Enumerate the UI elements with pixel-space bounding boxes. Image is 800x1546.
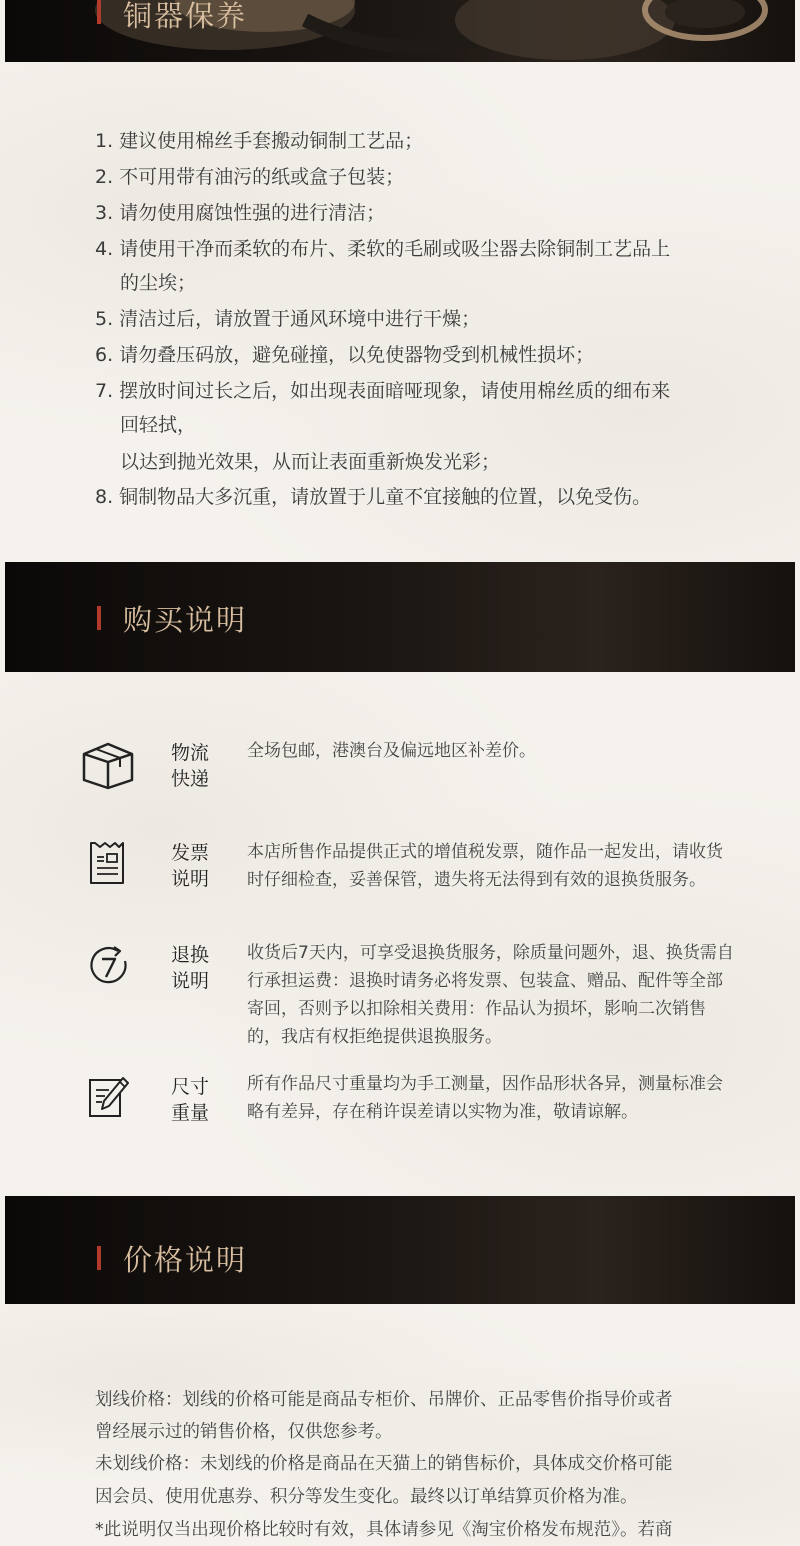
care-line: 4. 请使用干净而柔软的布片、柔软的毛刷或吸尘器去除铜制工艺品上: [95, 238, 671, 260]
box-icon: [80, 740, 136, 790]
edit-note-icon: [87, 1074, 131, 1120]
size-weight-label: [171, 1074, 217, 1126]
return-label-line-1: 退换: [171, 944, 210, 966]
care-line: 1. 建议使用棉丝手套搬动铜制工艺品；: [95, 130, 424, 152]
invoice-label: [171, 840, 217, 892]
logistics-label-line-2: 快递: [171, 768, 210, 790]
size-weight-label-line-2: 重量: [171, 1102, 210, 1124]
care-line: 回轻拭，: [120, 414, 197, 436]
logistics-text: 全场包邮，港澳台及偏远地区补差价。: [247, 741, 536, 761]
care-line: 3. 请勿使用腐蚀性强的进行清洁；: [95, 202, 386, 224]
care-line: 5. 清洁过后，请放置于通风环境中进行干燥；: [95, 308, 481, 330]
price-line: 未划线价格：未划线的价格是商品在天猫上的销售标价，具体成交价格可能: [95, 1454, 673, 1474]
price-line: 曾经展示过的销售价格，仅供您参考。: [95, 1422, 393, 1442]
care-line: 的尘埃；: [120, 272, 197, 294]
size-weight-label-line-1: 尺寸: [171, 1076, 210, 1098]
price-banner: [5, 1196, 795, 1304]
return-label: [171, 942, 217, 994]
price-section-title: 价格说明: [123, 1243, 248, 1277]
invoice-label-line-1: 发票: [171, 842, 210, 864]
care-line: 7. 摆放时间过长之后，如出现表面暗哑现象，请使用棉丝质的细布来: [95, 380, 671, 402]
purchase-banner: [5, 562, 795, 672]
invoice-label-line-2: 说明: [171, 868, 210, 890]
price-line: *此说明仅当出现价格比较时有效，具体请参见《淘宝价格发布规范》。若商: [95, 1520, 673, 1540]
care-line: 以达到抛光效果，从而让表面重新焕发光彩；: [120, 451, 501, 473]
title-accent-bar: [97, 1246, 101, 1270]
care-line: 6. 请勿叠压码放，避免碰撞，以免使器物受到机械性损坏；: [95, 344, 595, 366]
return-label-line-2: 说明: [171, 970, 210, 992]
care-line: 8. 铜制物品大多沉重，请放置于儿童不宜接触的位置，以免受伤。: [95, 486, 652, 508]
size-weight-text: 所有作品尺寸重量均为手工测量，因作品形状各异，测量标准会略有差异，存在稍许误差请以实物为准，敬请谅解。: [247, 1074, 723, 1122]
seven-day-return-icon: [88, 945, 130, 987]
return-text: 收货后7天内，可享受退换货服务，除质量问题外，退、换货需自行承担运费：退换时请务必将发票、包装盒、赠品、配件等全部寄回，否则予以扣除相关费用：作品认为损坏，影响二次销售的，我店有权拒绝提供退换服务。: [247, 943, 734, 1047]
invoice-icon: [87, 840, 127, 886]
purchase-section-title: 购买说明: [123, 603, 248, 637]
care-line: 2. 不可用带有油污的纸或盒子包装；: [95, 166, 405, 188]
logistics-label-line-1: 物流: [171, 742, 210, 764]
care-banner: [5, 0, 795, 62]
care-section-title: 铜器保养: [123, 0, 248, 33]
title-accent-bar: [97, 606, 101, 630]
logistics-label: [171, 740, 217, 792]
title-accent-bar: [97, 0, 101, 24]
price-line: 因会员、使用优惠券、积分等发生变化。最终以订单结算页价格为准。: [95, 1487, 638, 1507]
invoice-text: 本店所售作品提供正式的增值税发票，随作品一起发出，请收货时仔细检查，妥善保管，遗失将无法得到有效的退换货服务。: [247, 842, 723, 890]
price-line: 划线价格：划线的价格可能是商品专柜价、吊牌价、正品零售价指导价或者: [95, 1390, 673, 1410]
